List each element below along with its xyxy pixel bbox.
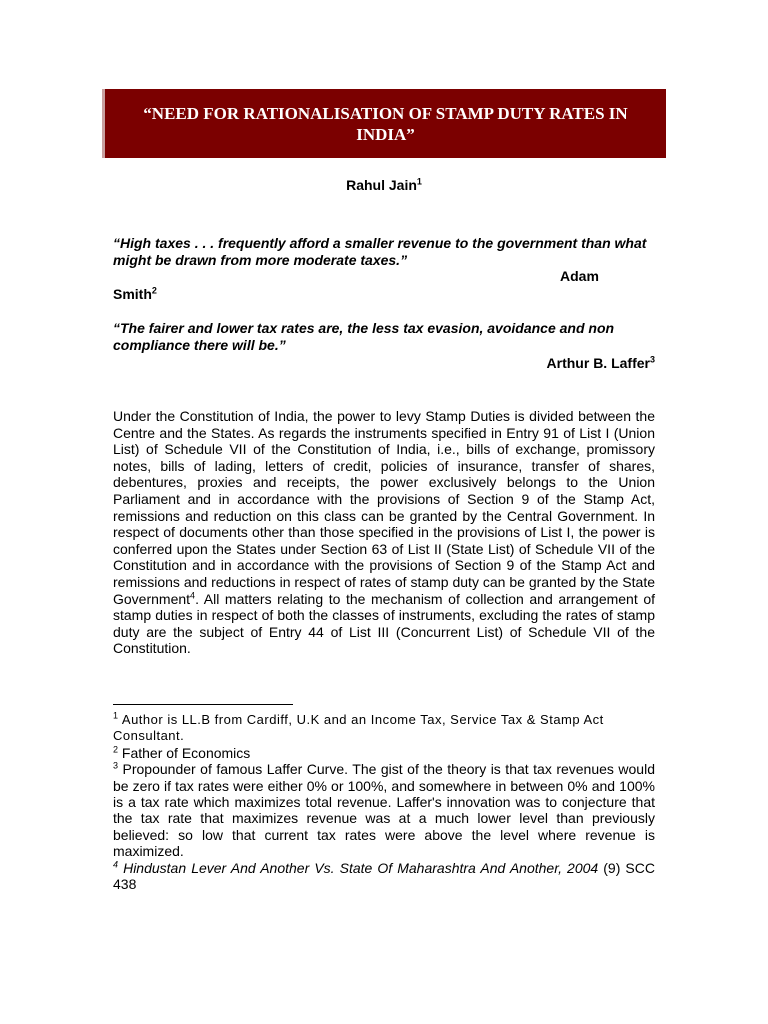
footnote-text: Propounder of famous Laffer Curve. The gist of the theory is that tax revenues would be zero if tax rates were either 0% or 100%, and somewhere in between 0% and 100% is a tax rate which maximizes total revenue. Laffer's innovation was to conjecture that the tax rate that maximizes revenue was at a much lower level than previously believed: so low that current tax rates were above the level where revenue is maximized. [113,761,655,860]
quote-attribution-first: Adam [560,268,599,284]
footnote-marker: 4 [113,859,119,869]
body-text-part2: . All matters relating to the mechanism of collection and arrangement of stamp duties in respect of both the classes of instruments, excluding the rates of stamp duty are the subject of Entry 44 of List III (Concurrent List) of Schedule VII of the Constitution. [113,590,655,657]
quote-attribution-laffer [547,355,655,372]
footnote-2 [113,745,655,761]
footnote-text-italic: Hindustan Lever And Another Vs. State Of Maharashtra And Another, 2004 [118,859,599,876]
footnote-marker: 2 [113,744,119,755]
footnote-3 [113,761,655,859]
footnote-ref: 1 [416,176,422,187]
footnote-marker: 1 [113,710,119,721]
quote-attribution-second [113,286,157,303]
footnote-4 [113,860,655,893]
document-title: “NEED FOR RATIONALISATION OF STAMP DUTY RATES IN INDIA” [143,103,628,144]
body-paragraph [113,408,655,657]
footnotes [113,712,655,892]
footnote-text: Father of Economics [118,744,251,761]
footnote-ref: 3 [649,354,655,365]
author-name: Rahul Jain [346,177,417,193]
attribution-text: Smith [113,286,152,302]
footnote-marker: 3 [113,760,119,771]
quote-laffer: “The fairer and lower tax rates are, the less tax evasion, avoidance and non compliance there will be.” [113,320,615,353]
footnote-text-plain: (9) SCC 438 [113,859,655,893]
attribution-text: Arthur B. Laffer [546,355,650,371]
quote-adam-smith: “High taxes . . . frequently afford a smaller revenue to the government than what might be drawn from more moderate taxes.” [113,235,647,268]
body-text-part1: Under the Constitution of India, the power to levy Stamp Duties is divided between the Centre and the States. As regards the instruments specified in Entry 91 of List I (Union List) of Schedule VII of the Constitution of India, i.e., bills of exchange, promissory notes, bills of lading, letters of credit, policies of insurance, transfer of shares, debentures, proxies and receipts, the power exclusively belongs to the Union Parliament and in accordance with the provisions of Section 9 of the Stamp Act, remissions and reduction on this class can be granted by the Central Government. In respect of documents other than those specified in the provisions of List I, the power is conferred upon the States under Section 63 of List II (State List) of Schedule VII of the Constitution and in accordance with the provisions of Section 9 of the Stamp Act and remissions and reductions in respect of rates of stamp duty can be granted by the State Government [113,408,655,607]
footnote-1 [113,712,655,745]
footnote-divider [113,704,293,705]
author-line [0,177,768,193]
footnote-ref: 2 [151,285,157,296]
footnote-text: Author is LL.B from Cardiff, U.K and an Income Tax, Service Tax & Stamp Act Consultant. [113,712,604,744]
title-banner [105,89,666,158]
footnote-ref: 4 [190,589,196,600]
